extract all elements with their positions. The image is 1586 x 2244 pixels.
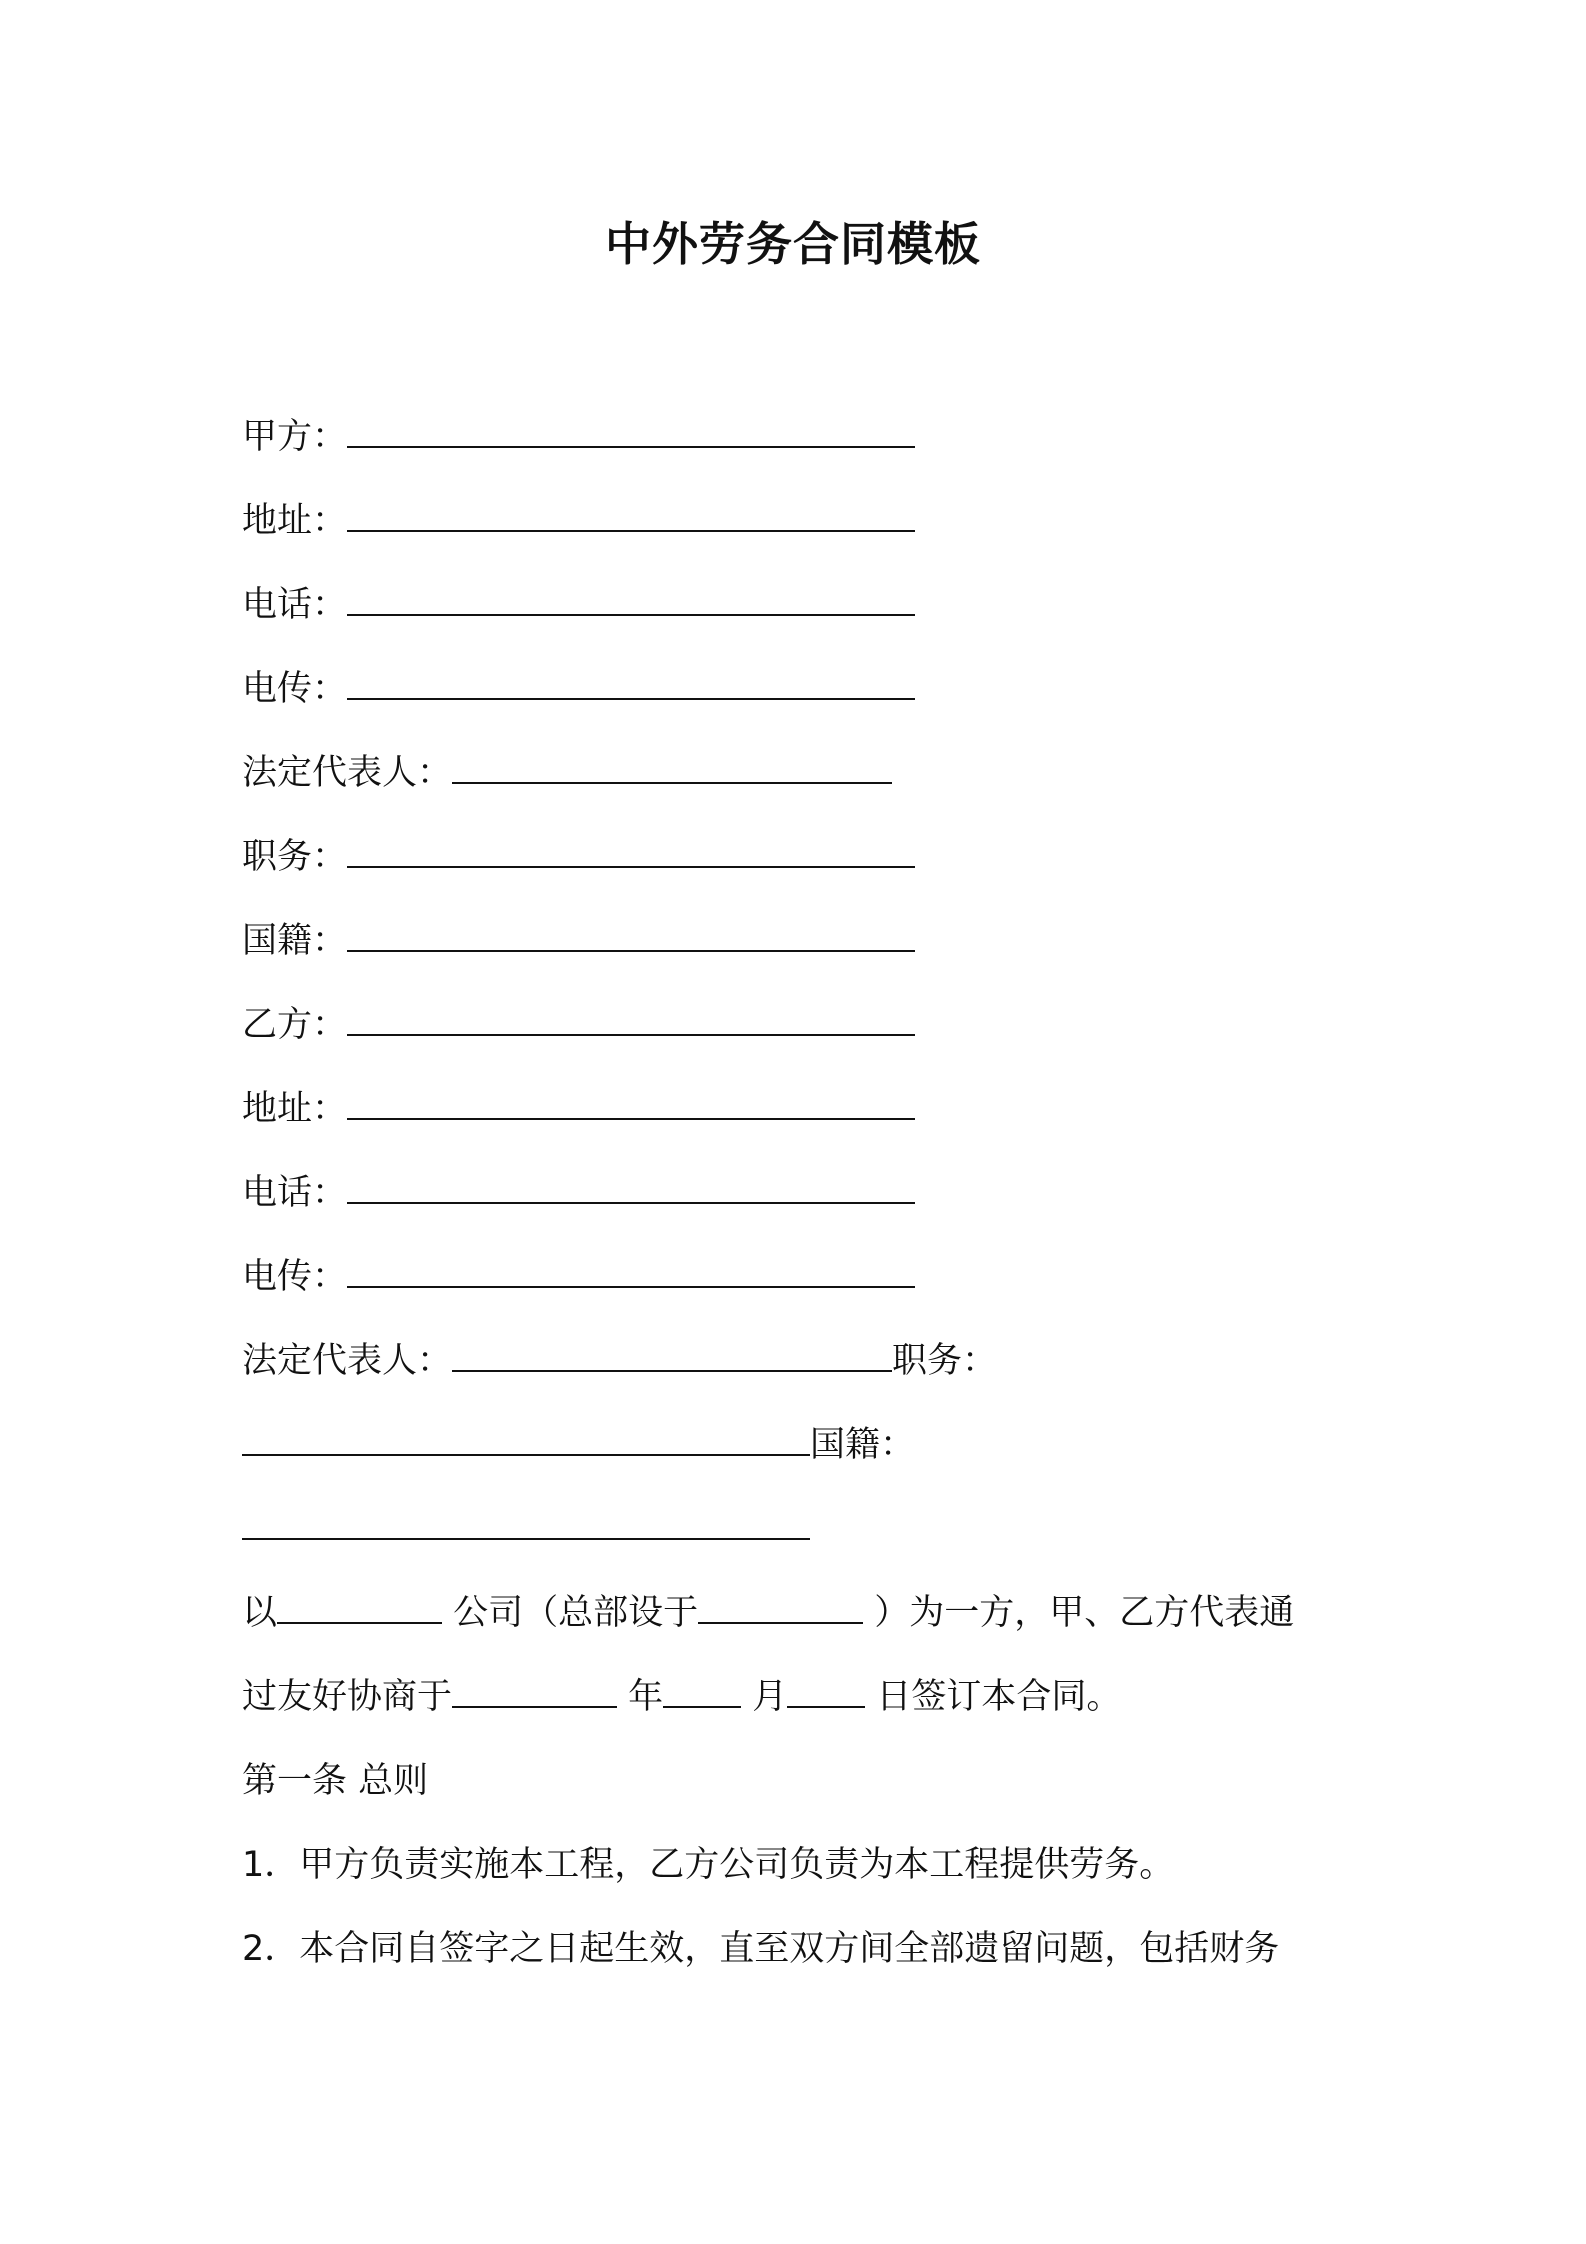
intro-text-5: 年 <box>617 1677 664 1717</box>
party-a-rep-label: 法定代表人： <box>242 753 453 793</box>
party-b-position-label: 职务： <box>892 1341 998 1381</box>
party-a-nationality-blank[interactable] <box>347 949 915 952</box>
headquarters-blank[interactable] <box>698 1621 863 1624</box>
party-b-phone-label: 电话： <box>242 1173 348 1213</box>
party-a-blank[interactable] <box>347 445 915 448</box>
month-blank[interactable] <box>663 1705 741 1708</box>
intro-line-2 <box>242 1672 1121 1722</box>
party-a-fax-line <box>242 664 915 714</box>
party-a-position-label: 职务： <box>242 837 348 877</box>
intro-text-3: ）为一方，甲、乙方代表通 <box>863 1593 1295 1633</box>
intro-text-6: 月 <box>741 1677 788 1717</box>
party-a-position-line <box>242 832 915 882</box>
party-a-fax-blank[interactable] <box>347 697 915 700</box>
party-b-nationality-label: 国籍： <box>810 1425 916 1465</box>
document-title: 中外劳务合同模板 <box>605 217 981 271</box>
party-a-address-blank[interactable] <box>347 529 915 532</box>
year-blank[interactable] <box>452 1705 617 1708</box>
party-b-rep-line <box>242 1336 997 1386</box>
article-1-heading: 第一条 总则 <box>242 1761 429 1801</box>
party-a-address-line <box>242 496 915 546</box>
article-1-item-2: 2．本合同自签字之日起生效，直至双方间全部遗留问题，包括财务 <box>242 1929 1280 1969</box>
party-b-phone-line <box>242 1168 915 1218</box>
party-a-label: 甲方： <box>242 417 348 457</box>
party-a-phone-line <box>242 580 915 630</box>
party-b-address-line <box>242 1084 915 1134</box>
party-a-fax-label: 电传： <box>242 669 348 709</box>
day-blank[interactable] <box>787 1705 865 1708</box>
party-b-nationality-line <box>242 1504 810 1554</box>
party-b-address-label: 地址： <box>242 1089 348 1129</box>
party-a-nationality-label: 国籍： <box>242 921 348 961</box>
party-b-nationality-blank[interactable] <box>242 1537 810 1540</box>
article-1-item-1: 1．甲方负责实施本工程，乙方公司负责为本工程提供劳务。 <box>242 1845 1175 1885</box>
party-b-blank[interactable] <box>347 1033 915 1036</box>
party-a-rep-line <box>242 748 892 798</box>
party-b-fax-blank[interactable] <box>347 1285 915 1288</box>
party-b-address-blank[interactable] <box>347 1117 915 1120</box>
intro-text-1: 以 <box>242 1593 278 1633</box>
party-b-rep-blank[interactable] <box>452 1369 892 1372</box>
company-name-blank[interactable] <box>277 1621 442 1624</box>
party-a-phone-blank[interactable] <box>347 613 915 616</box>
intro-text-4: 过友好协商于 <box>242 1677 453 1717</box>
party-a-rep-blank[interactable] <box>452 781 892 784</box>
party-b-fax-label: 电传： <box>242 1257 348 1297</box>
intro-text-2: 公司（总部设于 <box>442 1593 699 1633</box>
party-a-line <box>242 412 915 462</box>
intro-line-1 <box>242 1588 1294 1638</box>
party-b-rep-label: 法定代表人： <box>242 1341 453 1381</box>
party-b-position-line <box>242 1420 915 1470</box>
party-b-fax-line <box>242 1252 915 1302</box>
party-a-phone-label: 电话： <box>242 585 348 625</box>
party-b-position-blank[interactable] <box>242 1453 810 1456</box>
intro-text-7: 日签订本合同。 <box>865 1677 1122 1717</box>
party-a-position-blank[interactable] <box>347 865 915 868</box>
party-a-address-label: 地址： <box>242 501 348 541</box>
party-b-phone-blank[interactable] <box>347 1201 915 1204</box>
party-b-line <box>242 1000 915 1050</box>
party-b-label: 乙方： <box>242 1005 348 1045</box>
party-a-nationality-line <box>242 916 915 966</box>
